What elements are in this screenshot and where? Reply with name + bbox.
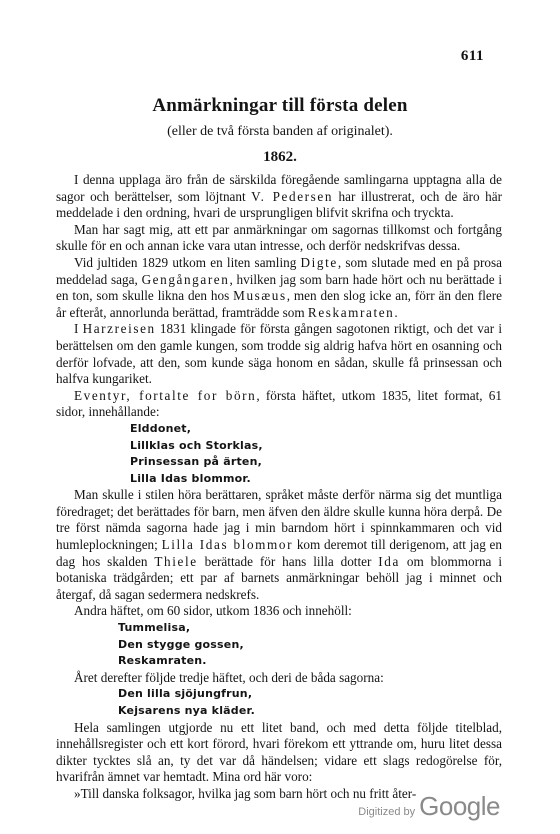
paragraph: Andra häftet, om 60 sidor, utkom 1836 och innehöll: [74,603,352,619]
digitized-watermark [358,791,500,822]
list-item: Elddonet, [130,421,192,435]
first-booklet-contents [130,421,502,487]
second-booklet-contents [118,620,502,670]
year-heading: 1862. [263,149,297,165]
third-booklet-contents [118,686,502,719]
paragraph: Man skulle i stilen höra berättaren, språket måste derför närma sig det muntliga föredraget; det berättades för barn, men äfven den äldre skulle kunna höra derpå. De tre först nämda sagorna hade jag i min barndom hört i spinnkammaren och vid humleplockningen; Lilla Idas blommor kom deremot till derigenom, att jag en dag hos skalden Thiele berättade för hans lilla dotter Ida om blommorna i botaniska trädgården; ett par af barnets anmärkningar behöll jag i minnet och återgaf, då sagan sedermera nedskrefs. [56,487,502,602]
list-item: Kejsarens nya kläder. [118,704,255,717]
page-number: 611 [460,48,484,64]
paragraph: I denna upplaga äro från de särskilda föregående samlingarna upptagna alla de sagor och berättelser, som löjtnant V. Pedersen har illustrerat, och de äro här meddelade i den ordning, hvari de ursprungligen blifvit skrifna och tryckta. [56,172,502,221]
list-item: Reskamraten. [118,654,207,668]
google-logo: Google [419,791,500,821]
list-item: Den lilla sjöjungfrun, [118,687,253,701]
page-subtitle: (eller de två första banden af originalet). [167,124,393,139]
paragraph: »Till danska folksagor, hvilka jag som barn hört och nu fritt åter- [74,785,417,801]
paragraph: Året derefter följde tredje häftet, och deri de båda sagorna: [74,669,384,685]
paragraph: I Harzreisen 1831 klingade för första gången sagotonen riktigt, och det var i berättelsen om den gamle kungen, som trodde sig aldrig hafva hört en osanning och derför lofvade, att den, som kunde säga honom en sådan, skulle få prinsessan och halfva kungariket. [56,321,502,387]
body-text [56,172,502,803]
list-item: Lilla Idas blommor. [130,471,251,485]
list-item: Prinsessan på ärten, [130,455,262,469]
list-item: Tummelisa, [118,621,191,635]
paragraph: Hela samlingen utgjorde nu ett litet band, och med detta följde titelblad, innehållsregister och ett kort förord, hvari förekom ett yttrande om, huru litet dessa dikter tycktes slå an, ty det var då händelsen; vidare ett slags redogörelse för, hvarifrån ämnet var hemtadt. Mina ord här voro: [56,719,502,785]
digitized-by-label: Digitized by [358,806,416,818]
paragraph: Eventyr, fortalte for börn, första häftet, utkom 1835, litet format, 61 sidor, innehållande: [56,387,502,420]
list-item: Den stygge gossen, [118,637,244,651]
list-item: Lillklas och Storklas, [130,438,263,452]
paragraph: Man har sagt mig, att ett par anmärkningar om sagornas tillkomst och fortgång skulle för en och annan icke vara utan intresse, och derför nedskrifvas dessa. [56,221,502,254]
page-title: Anmärkningar till första delen [152,95,408,116]
paragraph: Vid jultiden 1829 utkom en liten samling Digte, som slutade med en på prosa meddelad saga, Gengångaren, hvilken jag som barn hade hört och nu berättade i en ton, som skulle likna den hos Musæus, men den slog icke an, förr än den flere år efteråt, annorlunda berättad, framträdde som Reskamraten. [56,254,502,320]
